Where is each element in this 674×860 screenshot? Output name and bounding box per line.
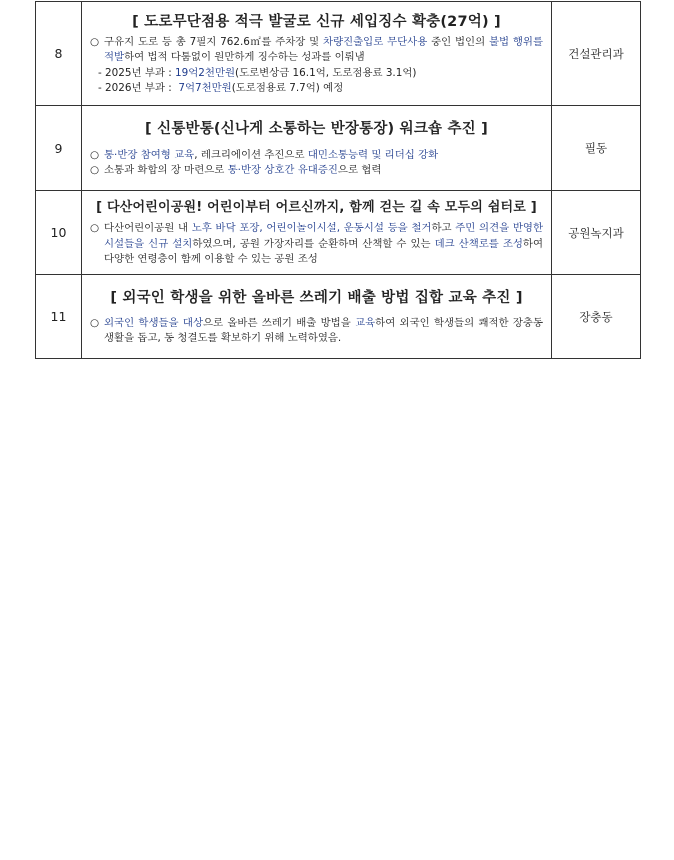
text-segment: 중인 법인의 [427,35,489,48]
bullet-item [90,148,543,164]
row-title: [ 도로무단점용 적극 발굴로 신규 세입징수 확충(27억) ] [132,13,501,30]
highlight-text: 외국인 학생들을 대상 [104,316,203,329]
sub-prefix: - 2025년 부과 : [98,66,176,79]
table-row [36,191,641,275]
bullet-item [90,35,543,66]
bullet-text [104,148,543,164]
highlight-text: 주민 의견을 반영한 시설들을 신규 설치 [104,222,543,250]
sub-item [90,66,543,82]
highlight-text: 대민소통능력 및 리더십 강화 [307,148,439,161]
row-number: 8 [36,2,82,106]
sub-item [90,81,543,97]
text-segment: 으로 협력 [337,164,382,176]
row-title: [ 다산어린이공원! 어린이부터 어르신까지, 함께 걷는 길 속 모두의 쉼터로 ] [96,200,537,216]
highlight-text: 불법 행위를 적발 [104,35,543,63]
highlight-text: 통·반장 참여형 교육 [104,148,195,161]
report-table [35,1,641,359]
table-row [36,106,641,191]
bullet-mark: ○ [90,222,100,235]
sub-detail: (도로변상금 16.1억, 도로점용료 3.1억) [235,66,417,79]
bullet-text [104,221,543,268]
row-content [82,275,552,359]
text-segment: 하였으며, 공원 가장자리를 순환하며 산책할 수 있는 [192,237,435,250]
sub-prefix: - 2026년 부과 : [98,82,179,94]
highlight-text: 데크 산책로를 조성 [434,237,523,250]
row-content [82,106,552,191]
bullet-text [104,316,543,347]
bullet-text [104,163,543,179]
text-segment: 하여 외국인 학생들의 쾌적한 장충동 생활을 돕고, 동 청결도를 확보하기 위해 노력하였음. [104,316,543,344]
text-segment: 하여 다양한 연령층이 함께 이용할 수 있는 공원 조성 [104,237,543,266]
row-number: 10 [36,191,82,275]
row-content [82,191,552,275]
bullet-mark: ○ [90,316,100,329]
highlight-text: 차량진출입로 무단사용 [323,35,428,48]
highlight-text: 노후 바닥 포장, 어린이놀이시설, 운동시설 등을 철거 [191,222,432,235]
row-number: 11 [36,275,82,359]
highlight-text: 통·반장 상호간 유대증진 [227,164,338,176]
department: 장충동 [552,275,641,359]
bullet-mark: ○ [90,164,100,176]
text-segment: 하여 법적 다툼없이 원만하게 징수하는 성과를 이뤄냄 [124,51,365,63]
text-segment: 하고 [431,222,456,235]
row-content [82,2,552,106]
table-row [36,275,641,359]
sub-detail: (도로점용료 7.7억) 예정 [231,82,344,94]
bullet-item [90,316,543,347]
bullet-text [104,35,543,66]
highlight-amount: 7억7천만원 [178,82,232,94]
bullet-mark: ○ [90,148,100,161]
text-segment: 으로 올바른 쓰레기 배출 방법을 [202,316,356,329]
text-segment: 다산어린이공원 내 [104,222,192,235]
bullet-item [90,221,543,268]
highlight-text: 교육 [355,316,376,329]
text-segment: 소통과 화합의 장 마련으로 [104,164,228,176]
bullet-mark: ○ [90,35,100,48]
department: 공원녹지과 [552,191,641,275]
department: 건설관리과 [552,2,641,106]
bullet-item [90,163,543,179]
row-title: [ 신통반통(신나게 소통하는 반장통장) 워크숍 추진 ] [145,120,488,137]
row-number: 9 [36,106,82,191]
table-row [36,2,641,106]
row-title: [ 외국인 학생을 위한 올바른 쓰레기 배출 방법 집합 교육 추진 ] [110,289,523,306]
text-segment: 구유지 도로 등 총 7필지 762.6㎡를 주차장 및 [104,35,324,48]
department: 필동 [552,106,641,191]
text-segment: , 레크리에이션 추진으로 [194,148,308,161]
highlight-amount: 19억2천만원 [175,66,236,79]
